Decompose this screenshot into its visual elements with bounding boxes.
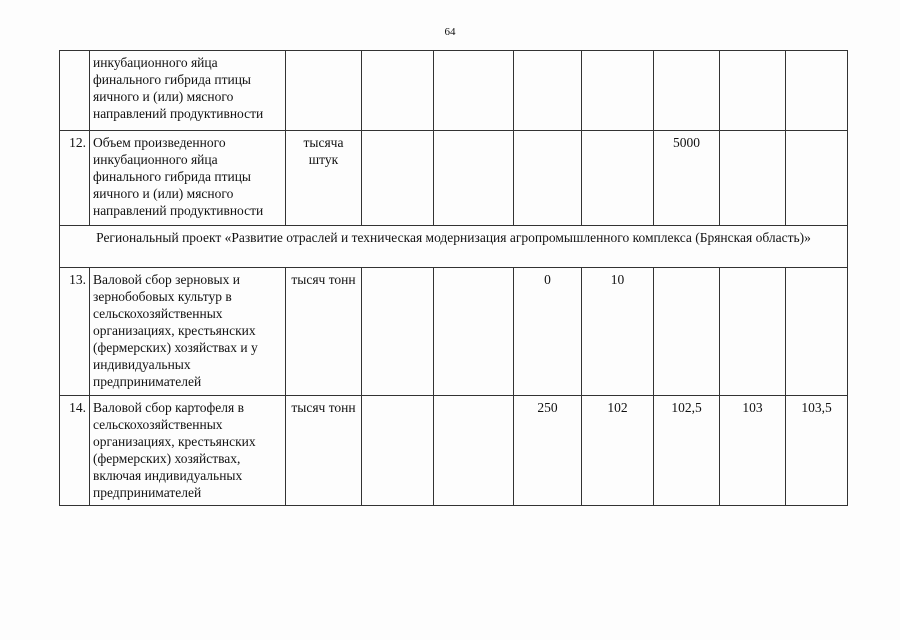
value-cell [786, 268, 848, 396]
section-row [60, 226, 848, 268]
page-number: 64 [444, 26, 456, 38]
value-cell [434, 396, 514, 506]
value-cell: 102 [582, 396, 654, 506]
row-number: 12. [60, 131, 90, 226]
value-cell: 103 [720, 396, 786, 506]
row-number [60, 51, 90, 131]
value-cell: 250 [514, 396, 582, 506]
value-cell: 0 [514, 268, 582, 396]
value-cell: 102,5 [654, 396, 720, 506]
value-cell [720, 51, 786, 131]
table-row [60, 131, 848, 226]
regional-project-title: Региональный проект «Развитие отраслей и техническая модернизация агропромышленного комплекса (Брянская область)» [60, 226, 848, 268]
value-cell [434, 268, 514, 396]
row-number: 13. [60, 268, 90, 396]
indicators-table [59, 50, 848, 506]
value-cell [582, 131, 654, 226]
value-cell [582, 51, 654, 131]
table-row [60, 396, 848, 506]
value-cell [720, 131, 786, 226]
value-cell [434, 131, 514, 226]
value-cell [786, 51, 848, 131]
value-cell: 10 [582, 268, 654, 396]
value-cell [434, 51, 514, 131]
indicator-name: Валовой сбор зерновых и зернобобовых культур в сельскохозяйственных организациях, крестьянских (фермерских) хозяйствах и у индивидуальных предпринимателей [90, 268, 286, 396]
value-cell [786, 131, 848, 226]
indicator-name: Объем произведенного инкубационного яйца финального гибрида птицы яичного и (или) мясного направлений продуктивности [90, 131, 286, 226]
unit-cell [286, 51, 362, 131]
value-cell: 5000 [654, 131, 720, 226]
value-cell [362, 396, 434, 506]
table-row [60, 51, 848, 131]
value-cell [720, 268, 786, 396]
value-cell [654, 268, 720, 396]
value-cell: 103,5 [786, 396, 848, 506]
indicator-name: инкубационного яйца финального гибрида птицы яичного и (или) мясного направлений продуктивности [90, 51, 286, 131]
value-cell [514, 131, 582, 226]
row-number: 14. [60, 396, 90, 506]
value-cell [362, 131, 434, 226]
table-body [60, 51, 848, 506]
unit-cell: тысяч тонн [286, 396, 362, 506]
unit-cell: тысяча штук [286, 131, 362, 226]
value-cell [362, 51, 434, 131]
table-row [60, 268, 848, 396]
value-cell [654, 51, 720, 131]
value-cell [514, 51, 582, 131]
unit-cell: тысяч тонн [286, 268, 362, 396]
indicator-name: Валовой сбор картофеля в сельскохозяйственных организациях, крестьянских (фермерских) хозяйствах, включая индивидуальных предпринимателей [90, 396, 286, 506]
value-cell [362, 268, 434, 396]
